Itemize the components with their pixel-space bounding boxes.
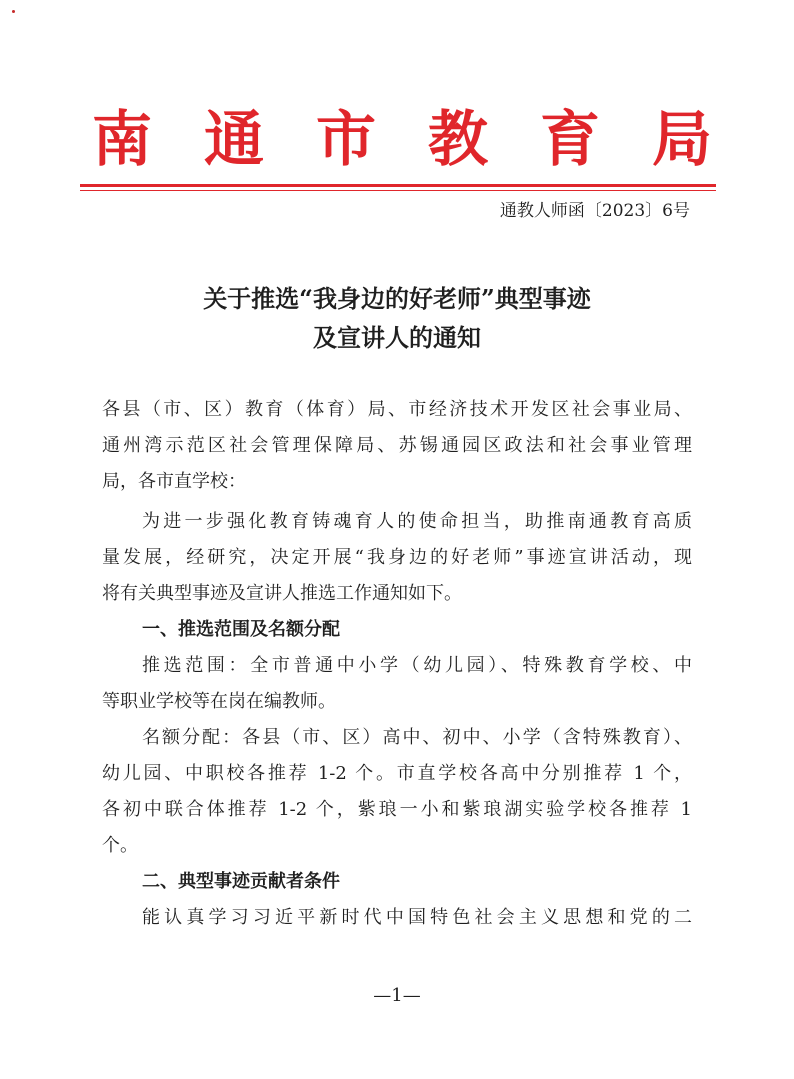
section-heading: 二、典型事迹贡献者条件 [142, 871, 340, 892]
quota-line: 名额分配：各县（市、区）高中、初中、小学（含特殊教育）、 [142, 727, 692, 748]
quota-line: 幼儿园、中职校各推荐 1-2 个。市直学校各高中分别推荐 1 个， [102, 763, 692, 784]
page-number: —1— [373, 985, 421, 1006]
intro-line: 量发展，经研究，决定开展“我身边的好老师”事迹宣讲活动，现 [102, 547, 692, 568]
addressee-line: 局，各市直学校： [102, 471, 246, 492]
addressee-line: 通州湾示范区社会管理保障局、苏锡通园区政法和社会事业管理 [102, 435, 692, 456]
quota-line: 各初中联合体推荐 1-2 个，紫琅一小和紫琅湖实验学校各推荐 1 [102, 799, 692, 820]
letterhead-divider-thin [80, 190, 716, 191]
document-title-line-1: 关于推选“我身边的好老师”典型事迹 [203, 284, 591, 313]
paragraph-line: 能认真学习习近平新时代中国特色社会主义思想和党的二 [142, 907, 692, 928]
scope-line: 推选范围：全市普通中小学（幼儿园）、特殊教育学校、中 [142, 655, 692, 676]
scope-line: 等职业学校等在岗在编教师。 [102, 691, 336, 712]
letterhead-char: 市 [316, 105, 376, 175]
intro-line: 将有关典型事迹及宣讲人推选工作通知如下。 [102, 583, 462, 604]
corner-mark [12, 10, 15, 13]
letterhead-char: 教 [428, 105, 488, 175]
document-title-line-2: 及宣讲人的通知 [313, 323, 481, 352]
letterhead-char: 育 [540, 105, 600, 175]
addressee-line: 各县（市、区）教育（体育）局、市经济技术开发区社会事业局、 [102, 399, 692, 420]
document-number: 通教人师函〔2023〕6号 [499, 201, 690, 221]
letterhead-char: 南 [92, 105, 152, 175]
letterhead-char: 通 [204, 105, 264, 175]
letterhead-divider [80, 184, 716, 187]
quota-line: 个。 [102, 835, 138, 856]
section-heading: 一、推选范围及名额分配 [142, 619, 340, 640]
intro-line: 为进一步强化教育铸魂育人的使命担当，助推南通教育高质 [142, 511, 692, 532]
letterhead-char: 局 [652, 105, 712, 175]
letterhead [92, 104, 712, 176]
